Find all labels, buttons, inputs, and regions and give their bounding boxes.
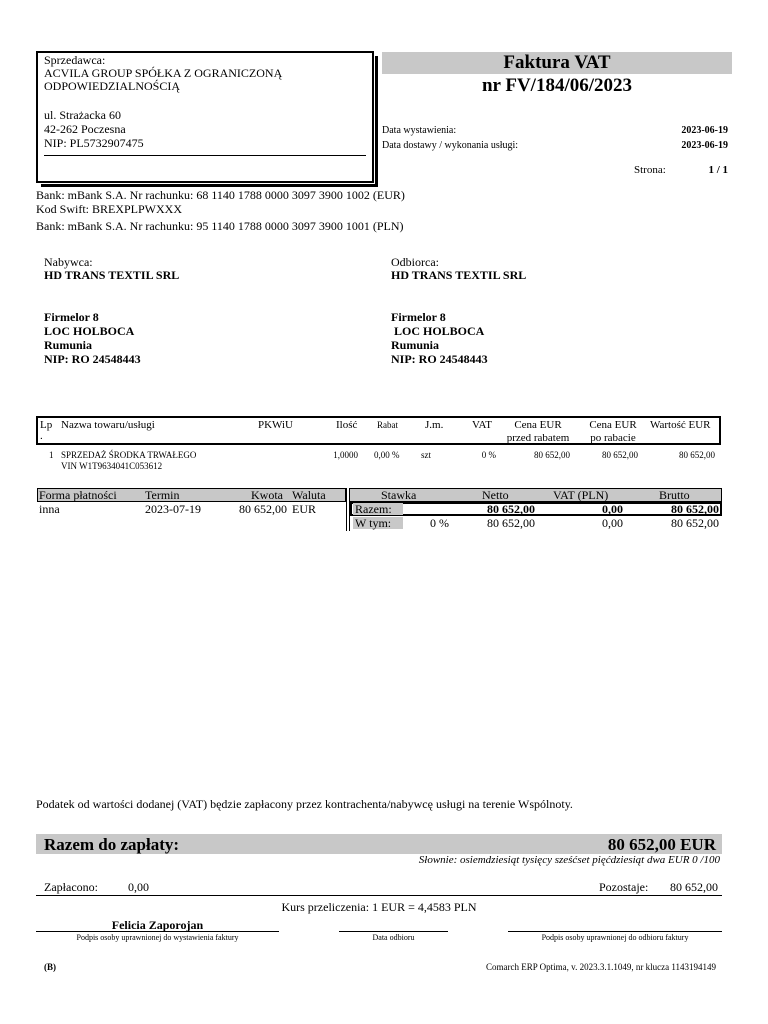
col-pkwiu: PKWiU xyxy=(258,419,294,431)
recipient-street: Firmelor 8 xyxy=(391,310,446,324)
seller-name-line1: ACVILA GROUP SPÓŁKA Z OGRANICZONĄ xyxy=(44,66,283,80)
vat-incl-gross: 80 652,00 xyxy=(671,516,719,530)
page-value: 1 / 1 xyxy=(708,164,728,176)
col-price-before-2: przed rabatem xyxy=(506,432,570,444)
receipt-date-line xyxy=(339,931,448,932)
vat-divider xyxy=(346,488,347,531)
remaining-value: 80 652,00 xyxy=(670,880,718,894)
col-name: Nazwa towaru/usługi xyxy=(61,419,155,431)
amount-in-words: Słownie: osiemdziesiąt tysięcy sześćset pięćdziesiąt dwa EUR 0 /100 xyxy=(418,854,720,866)
col-value: Wartość EUR xyxy=(650,419,711,431)
vat-incl-net: 80 652,00 xyxy=(487,516,535,530)
invoice-number: nr FV/184/06/2023 xyxy=(481,75,633,96)
issuer-name: Felicia Zaporojan xyxy=(111,918,204,932)
col-price-after-2: po rabacie xyxy=(590,432,636,444)
receiver-caption: Podpis osoby uprawnionej do odbioru faktury xyxy=(541,933,689,942)
vat-total-label: Razem: xyxy=(353,503,403,515)
col-price-before-1: Cena EUR xyxy=(514,419,562,431)
col-lp: Lp xyxy=(40,419,53,431)
recipient-country: Rumunia xyxy=(391,338,440,352)
remaining-label: Pozostaje: xyxy=(599,880,649,894)
issuer-signature-line xyxy=(36,931,279,932)
footer-software: Comarch ERP Optima, v. 2023.3.1.1049, nr klucza 1143194149 xyxy=(486,962,716,972)
paid-value: 0,00 xyxy=(128,880,149,894)
delivery-date: 2023-06-19 xyxy=(681,140,728,151)
payment-form-header: Forma płatności xyxy=(39,488,117,502)
col-vat: VAT xyxy=(472,419,492,431)
bank-line-pln: Bank: mBank S.A. Nr rachunku: 95 1140 1788 0000 3097 3900 1001 (PLN) xyxy=(36,219,404,233)
payment-term: 2023-07-19 xyxy=(145,502,201,516)
vat-incl-vat: 0,00 xyxy=(602,516,623,530)
buyer-name: HD TRANS TEXTIL SRL xyxy=(44,268,180,282)
vat-note: Podatek od wartości dodanej (VAT) będzie zapłacony przez kontrachenta/nabywcę usługi na terenie Wspólnoty. xyxy=(36,797,573,811)
seller-divider xyxy=(44,155,366,156)
payment-currency: EUR xyxy=(292,502,316,516)
col-lp-dot: . xyxy=(40,430,43,442)
col-discount: Rabat xyxy=(377,420,398,430)
payment-form: inna xyxy=(39,502,60,516)
buyer-city: LOC HOLBOCA xyxy=(44,324,135,338)
seller-nip: NIP: PL5732907475 xyxy=(44,136,144,150)
payment-amount: 80 652,00 xyxy=(239,502,287,516)
vat-total-gross: 80 652,00 xyxy=(671,502,719,516)
row-name: SPRZEDAŻ ŚRODKA TRWAŁEGO xyxy=(61,450,197,460)
buyer-label: Nabywca: xyxy=(44,255,93,269)
total-to-pay-value: 80 652,00 EUR xyxy=(607,835,716,854)
issue-date: 2023-06-19 xyxy=(681,125,728,136)
vat-incl-rate: 0 % xyxy=(430,516,449,530)
recipient-label: Odbiorca: xyxy=(391,255,439,269)
row-discount: 0,00 % xyxy=(374,450,400,460)
page-label: Strona: xyxy=(634,164,666,176)
row-unit: szt xyxy=(421,450,431,460)
swift-code: Kod Swift: BREXPLPWXXX xyxy=(36,202,183,216)
row-vat: 0 % xyxy=(481,450,496,460)
buyer-street: Firmelor 8 xyxy=(44,310,99,324)
receiver-signature-line xyxy=(508,931,722,932)
col-qty: Ilość xyxy=(336,419,358,431)
col-unit: J.m. xyxy=(425,419,444,431)
recipient-nip: NIP: RO 24548443 xyxy=(391,352,488,366)
buyer-nip: NIP: RO 24548443 xyxy=(44,352,141,366)
vat-net-header: Netto xyxy=(482,488,509,502)
row-price-before: 80 652,00 xyxy=(534,450,570,460)
delivery-date-label: Data dostawy / wykonania usługi: xyxy=(382,140,519,151)
recipient-city: LOC HOLBOCA xyxy=(391,324,485,338)
row-value: 80 652,00 xyxy=(679,450,715,460)
seller-city: 42-262 Poczesna xyxy=(44,122,126,136)
footer-mark: (B) xyxy=(44,962,56,972)
vat-rate-header: Stawka xyxy=(381,488,417,502)
row-qty: 1,0000 xyxy=(333,450,358,460)
vat-vat-header: VAT (PLN) xyxy=(553,488,609,502)
payment-term-header: Termin xyxy=(145,488,180,502)
seller-name-line2: ODPOWIEDZIALNOŚCIĄ xyxy=(44,79,180,93)
payment-currency-header: Waluta xyxy=(292,488,326,502)
payment-amount-header: Kwota xyxy=(251,488,283,502)
bank-line-eur: Bank: mBank S.A. Nr rachunku: 68 1140 1788 0000 3097 3900 1002 (EUR) xyxy=(36,188,405,202)
buyer-country: Rumunia xyxy=(44,338,93,352)
row-lp: 1 xyxy=(49,450,54,460)
invoice-title: Faktura VAT xyxy=(382,52,732,74)
issuer-caption: Podpis osoby uprawnionej do wystawienia faktury xyxy=(76,933,239,942)
row-price-after: 80 652,00 xyxy=(602,450,638,460)
total-to-pay-label: Razem do zapłaty: xyxy=(44,835,180,854)
issue-date-label: Data wystawienia: xyxy=(382,125,457,136)
vat-gross-header: Brutto xyxy=(659,488,690,502)
row-subname: VIN W1T9634041C053612 xyxy=(61,461,163,471)
exchange-rate: Kurs przeliczenia: 1 EUR = 4,4583 PLN xyxy=(281,900,477,914)
vat-total-vat: 0,00 xyxy=(602,502,623,516)
seller-label: Sprzedawca: xyxy=(44,53,106,67)
receipt-date-caption: Data odbioru xyxy=(372,933,415,942)
vat-incl-label: W tym: xyxy=(353,517,403,529)
recipient-name: HD TRANS TEXTIL SRL xyxy=(391,268,527,282)
totals-divider xyxy=(36,895,722,896)
seller-street: ul. Strażacka 60 xyxy=(44,108,121,122)
col-price-after-1: Cena EUR xyxy=(589,419,637,431)
paid-label: Zapłacono: xyxy=(44,880,98,894)
vat-total-net: 80 652,00 xyxy=(487,502,535,516)
